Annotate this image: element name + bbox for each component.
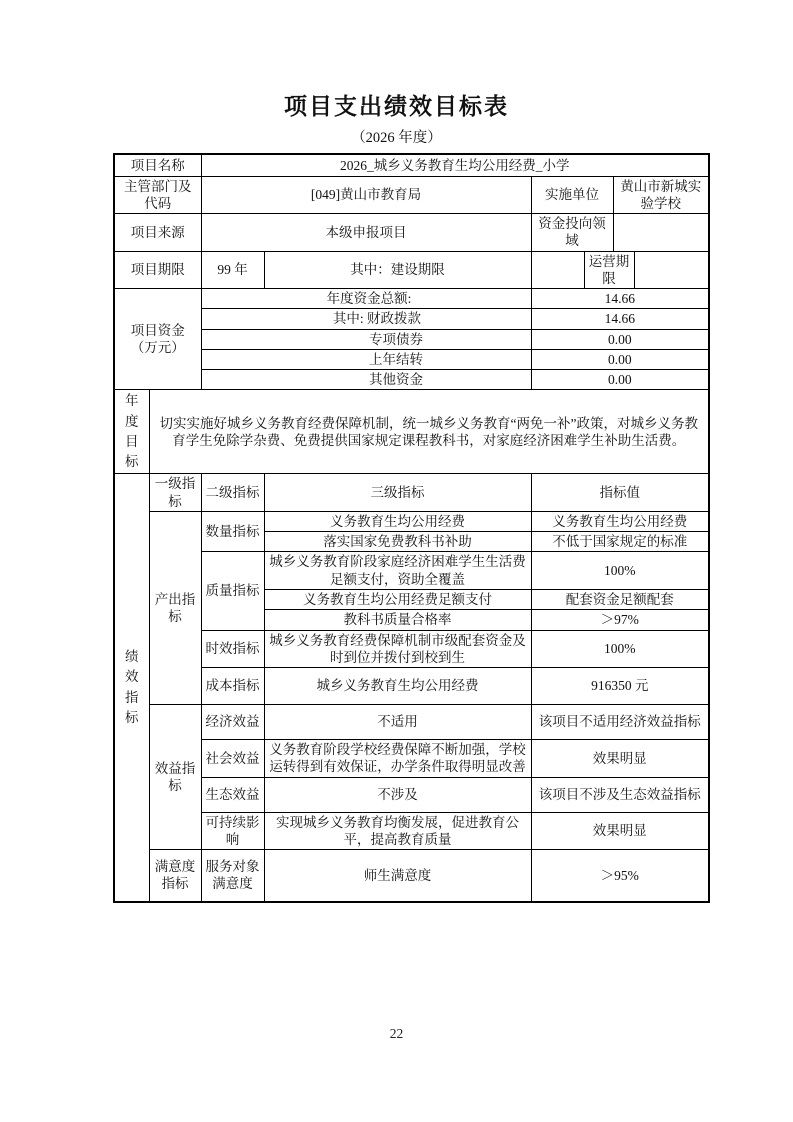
table-row xyxy=(114,511,709,531)
fund-row-value: 0.00 xyxy=(531,370,709,390)
fund-row-value: 14.66 xyxy=(531,309,709,329)
impl-unit-label: 实施单位 xyxy=(531,176,613,214)
source-value: 本级申报项目 xyxy=(201,214,531,252)
period-value: 99 年 xyxy=(201,251,264,289)
level3-indicator: 落实国家免费教科书补助 xyxy=(264,532,531,552)
indicator-value: 不低于国家规定的标准 xyxy=(531,532,709,552)
indicator-value: 100% xyxy=(531,630,709,668)
project-name-label: 项目名称 xyxy=(114,154,201,176)
indicator-value: 该项目不适用经济效益指标 xyxy=(531,705,709,740)
level3-indicator: 义务教育生均公用经费 xyxy=(264,511,531,531)
level2-cost: 成本指标 xyxy=(201,668,264,705)
document-subtitle: （2026 年度） xyxy=(351,130,442,146)
indicators-label: 绩效指标 xyxy=(114,474,149,902)
level2-service-target: 服务对象满意度 xyxy=(201,850,264,902)
fund-field-value xyxy=(613,214,709,252)
level2-timeliness: 时效指标 xyxy=(201,630,264,668)
table-row xyxy=(114,705,709,740)
fund-row-value: 0.00 xyxy=(531,329,709,349)
source-label: 项目来源 xyxy=(114,214,201,252)
level1-satisfaction: 满意度指标 xyxy=(149,850,201,902)
level2-social: 社会效益 xyxy=(201,740,264,778)
dept-value: [049]黄山市教育局 xyxy=(201,176,531,214)
funds-label: 项目资金（万元） xyxy=(114,289,201,390)
indicator-value: 效果明显 xyxy=(531,740,709,778)
indicator-value: ＞95% xyxy=(531,850,709,902)
level3-indicator: 城乡义务教育经费保障机制市级配套资金及时到位并拨付到校到生 xyxy=(264,630,531,668)
indicator-value: 配套资金足额配套 xyxy=(531,590,709,610)
level3-indicator: 义务教育阶段学校经费保障不断加强，学校运转得到有效保证，办学条件取得明显改善 xyxy=(264,740,531,778)
indicator-value: 该项目不涉及生态效益指标 xyxy=(531,777,709,812)
dept-label: 主管部门及代码 xyxy=(114,176,201,214)
indicator-value: 效果明显 xyxy=(531,812,709,850)
level2-quality: 质量指标 xyxy=(201,552,264,630)
level3-indicator: 义务教育生均公用经费足额支付 xyxy=(264,590,531,610)
level3-indicator: 城乡义务教育阶段家庭经济困难学生生活费足额支付，资助全覆盖 xyxy=(264,552,531,590)
level3-indicator: 不涉及 xyxy=(264,777,531,812)
table-row xyxy=(114,176,709,214)
impl-unit-value: 黄山市新城实验学校 xyxy=(613,176,709,214)
table-row xyxy=(114,740,709,778)
level2-quantity: 数量指标 xyxy=(201,511,264,552)
header-level2: 二级指标 xyxy=(201,474,264,512)
indicator-value: ＞97% xyxy=(531,610,709,630)
table-row xyxy=(114,251,709,289)
level2-sustainable: 可持续影响 xyxy=(201,812,264,850)
table-row xyxy=(114,850,709,902)
level3-indicator: 教科书质量合格率 xyxy=(264,610,531,630)
level3-indicator: 城乡义务教育生均公用经费 xyxy=(264,668,531,705)
annual-goal-label: 年度目标 xyxy=(114,390,149,474)
fund-row-label: 专项债券 xyxy=(201,329,531,349)
indicator-value: 916350 元 xyxy=(531,668,709,705)
level1-output: 产出指标 xyxy=(149,511,201,704)
header-level3: 三级指标 xyxy=(264,474,531,512)
fund-row-value: 0.00 xyxy=(531,349,709,369)
table-row xyxy=(114,552,709,590)
build-period-value xyxy=(531,251,584,289)
page-number: 22 xyxy=(389,1026,404,1041)
table-row xyxy=(114,474,709,512)
table-row xyxy=(114,309,709,329)
table-row xyxy=(114,329,709,349)
level2-economic: 经济效益 xyxy=(201,705,264,740)
oper-period-value xyxy=(634,251,709,289)
document-title: 项目支出绩效目标表 xyxy=(284,93,509,119)
level3-indicator: 不适用 xyxy=(264,705,531,740)
table-row xyxy=(114,349,709,369)
period-label: 项目期限 xyxy=(114,251,201,289)
fund-row-label: 上年结转 xyxy=(201,349,531,369)
level3-indicator: 师生满意度 xyxy=(264,850,531,902)
header-value: 指标值 xyxy=(531,474,709,512)
table-row xyxy=(114,214,709,252)
table-row xyxy=(114,289,709,309)
header-level1: 一级指标 xyxy=(149,474,201,512)
table-row xyxy=(114,668,709,705)
table-row xyxy=(114,390,709,474)
level2-ecological: 生态效益 xyxy=(201,777,264,812)
build-period-label: 其中：建设期限 xyxy=(264,251,531,289)
fund-row-label: 年度资金总额: xyxy=(201,289,531,309)
oper-period-label: 运营期限 xyxy=(584,251,634,289)
fund-row-value: 14.66 xyxy=(531,289,709,309)
table-row xyxy=(114,812,709,850)
indicator-value: 义务教育生均公用经费 xyxy=(531,511,709,531)
performance-target-table xyxy=(113,153,710,903)
table-row xyxy=(114,154,709,176)
table-row xyxy=(114,630,709,668)
annual-goal-text: 切实实施好城乡义务教育经费保障机制，统一城乡义务教育“两免一补”政策，对城乡义务教育学生免除学杂费、免费提供国家规定课程教科书，对家庭经济困难学生补助生活费。 xyxy=(149,390,709,474)
level3-indicator: 实现城乡义务教育均衡发展，促进教育公平，提高教育质量 xyxy=(264,812,531,850)
fund-row-label: 其他资金 xyxy=(201,370,531,390)
fund-field-label: 资金投向领域 xyxy=(531,214,613,252)
level1-benefit: 效益指标 xyxy=(149,705,201,850)
table-row xyxy=(114,370,709,390)
project-name-value: 2026_城乡义务教育生均公用经费_小学 xyxy=(201,154,709,176)
indicator-value: 100% xyxy=(531,552,709,590)
table-row xyxy=(114,777,709,812)
fund-row-label: 其中: 财政拨款 xyxy=(201,309,531,329)
